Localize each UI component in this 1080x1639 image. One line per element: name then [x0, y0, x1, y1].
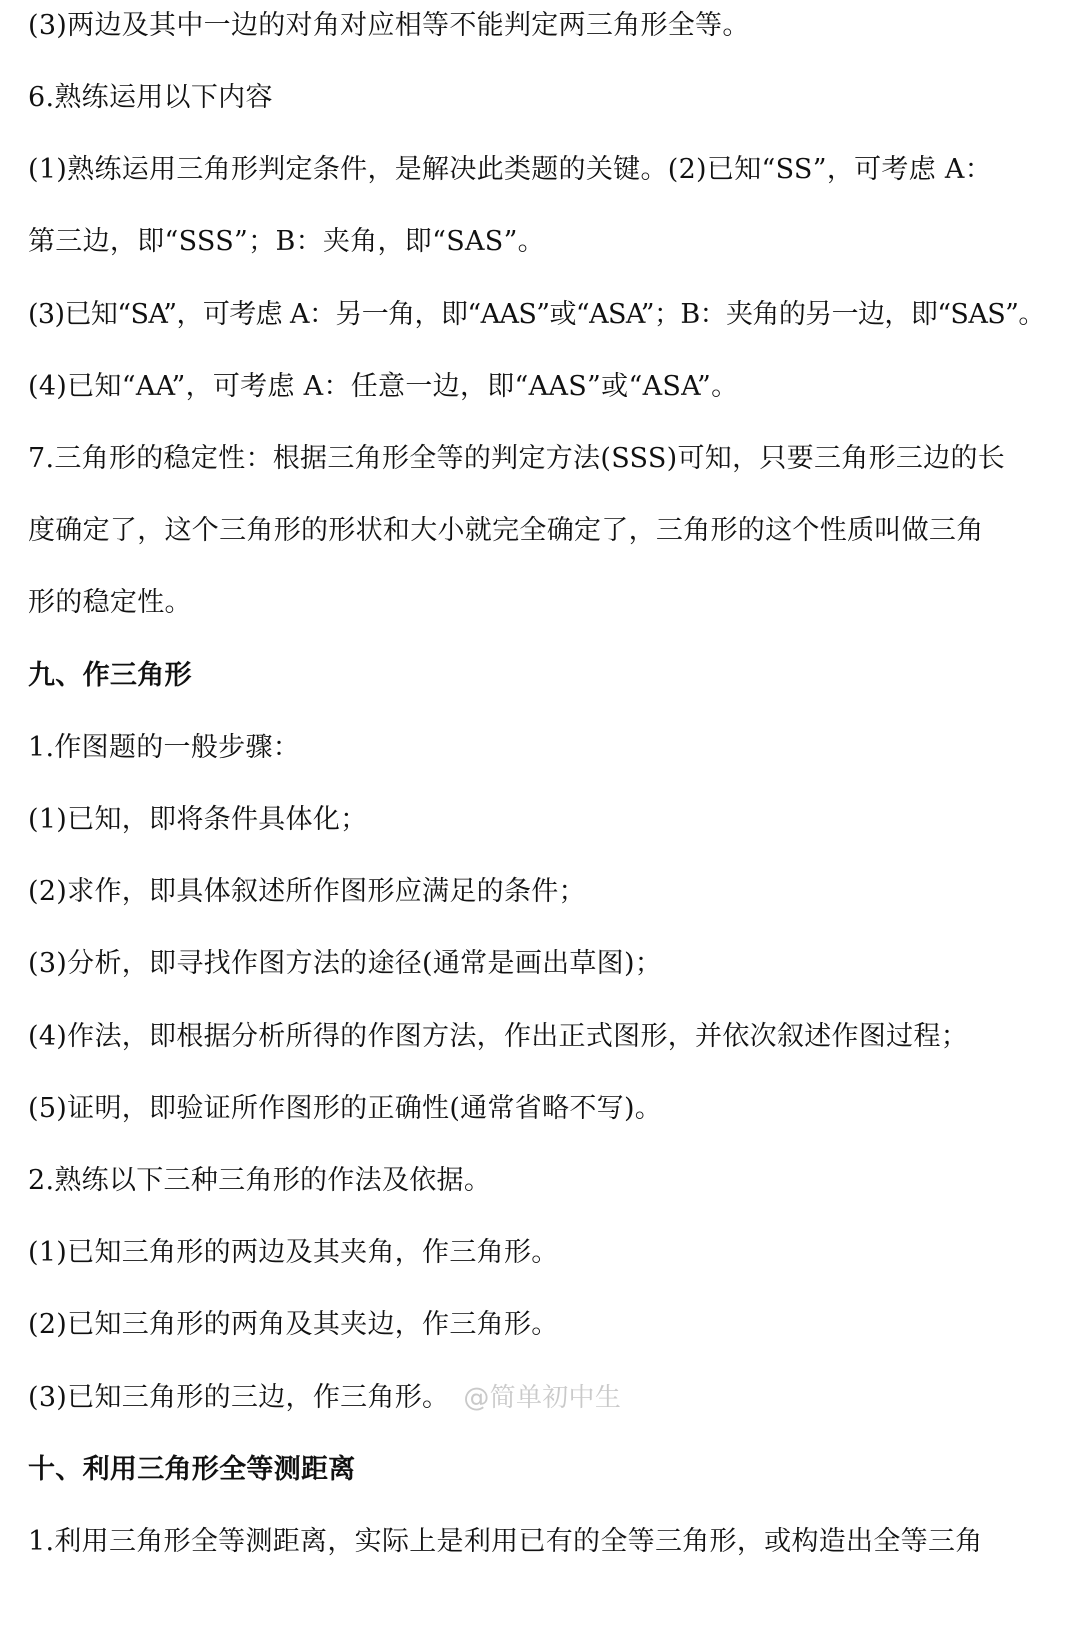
text-line-8: 度确定了，这个三角形的形状和大小就完全确定了，三角形的这个性质叫做三角	[28, 515, 984, 546]
text-line-12: (1)已知，即将条件具体化；	[28, 804, 368, 835]
text-line-9: 形的稳定性。	[28, 587, 192, 618]
text-line-17: 2.熟练以下三种三角形的作法及依据。	[28, 1165, 492, 1196]
text-line-6: (4)已知“AA”，可考虑 A：任意一边，即“AAS”或“ASA”。	[28, 371, 739, 402]
text-line-13: (2)求作，即具体叙述所作图形应满足的条件；	[28, 876, 586, 907]
text-line-3: (1)熟练运用三角形判定条件，是解决此类题的关键。(2)已知“SS”，可考虑 A：	[28, 154, 992, 185]
text-line-19: (2)已知三角形的两角及其夹边，作三角形。	[28, 1309, 559, 1340]
text-line-15: (4)作法，即根据分析所得的作图方法，作出正式图形，并依次叙述作图过程；	[28, 1021, 969, 1052]
text-line-20-content: (3)已知三角形的三边，作三角形。	[28, 1382, 450, 1413]
text-line-2: 6.熟练运用以下内容	[28, 82, 273, 113]
section-heading-9: 九、作三角形	[28, 660, 192, 691]
watermark: @简单初中生	[463, 1383, 622, 1413]
text-line-18: (1)已知三角形的两边及其夹角，作三角形。	[28, 1237, 559, 1268]
text-line-16: (5)证明，即验证所作图形的正确性(通常省略不写)。	[28, 1093, 663, 1124]
text-line-4: 第三边，即“SSS”；B：夹角，即“SAS”。	[28, 226, 545, 257]
text-line-7: 7.三角形的稳定性：根据三角形全等的判定方法(SSS)可知，只要三角形三边的长	[28, 443, 1006, 474]
text-line-5: (3)已知“SA”，可考虑 A：另一角，即“AAS”或“ASA”；B：夹角的另一边，即“SAS”。	[28, 299, 1045, 330]
text-line-1: (3)两边及其中一边的对角对应相等不能判定两三角形全等。	[28, 10, 750, 41]
text-line-14: (3)分析，即寻找作图方法的途径(通常是画出草图)；	[28, 948, 663, 979]
section-heading-10: 十、利用三角形全等测距离	[28, 1454, 356, 1485]
text-line-22: 1.利用三角形全等测距离，实际上是利用已有的全等三角形，或构造出全等三角	[28, 1526, 983, 1557]
text-line-20	[28, 1378, 1058, 1418]
text-line-11: 1.作图题的一般步骤：	[28, 732, 301, 763]
